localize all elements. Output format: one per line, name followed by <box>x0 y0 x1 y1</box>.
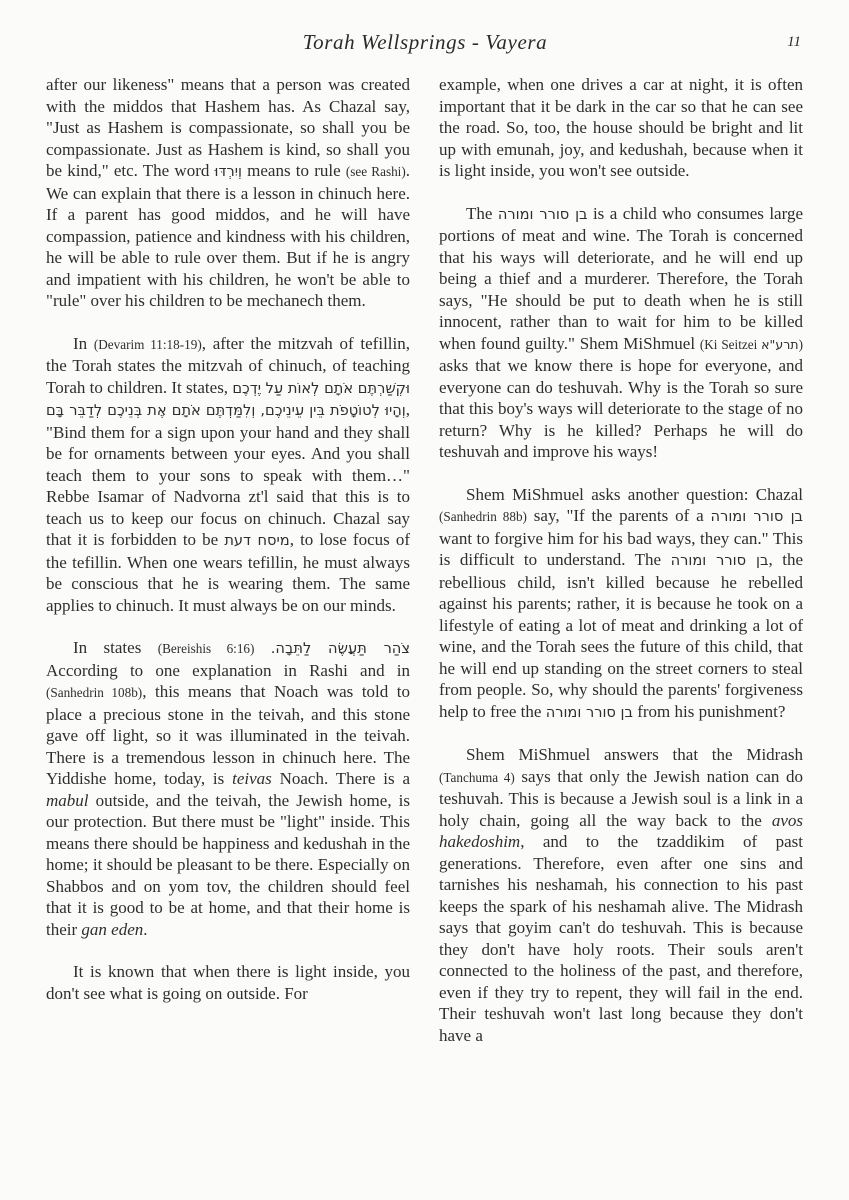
citation: (Ki Seitzei <box>699 336 762 352</box>
paragraph <box>439 484 803 724</box>
text-run: Shem MiShmuel asks another question: Chazal <box>466 484 803 504</box>
paragraph <box>439 744 803 1046</box>
text-run: Noach. There is a <box>271 769 410 788</box>
text-run: , "Bind them for a sign upon your hand and they shall be for ornaments between your eyes. And you shall teach them to your sons to speak with them…" Rebbe Isamar of Nadvorna zt'l said that this is to teach us to keep our focus on chinuch. Chazal say that it is forbidden to be <box>46 400 410 549</box>
hebrew-text: צֹהַר תַּעֲשֶׂה לַתֵּבָה. <box>270 640 410 657</box>
page-number: 11 <box>787 34 801 50</box>
paragraph <box>46 74 410 312</box>
text-run: outside, and the teivah, the Jewish home, is our protection. But there must be "light" inside. This means there should be happiness and kedushah in the home; it should be pleasant to be there. Especially on Shabbos and on yom tov, the children should feel that it is good to be at home, and that their home is their <box>46 790 410 939</box>
text-run: , to lose focus of the tefillin. When one wears tefillin, he must always be conscious that he is wearing them. The same applies to chinuch. It must always be on our minds. <box>46 530 411 615</box>
paragraph <box>46 333 410 617</box>
hebrew-text: בן סורר ומורה <box>497 205 588 223</box>
text-run: In <box>73 333 94 353</box>
italic-term: avos hakedoshim <box>439 810 803 851</box>
text-run: after our likeness" means that a person was created with the middos that Hashem has. As Chazal say, "Just as Hashem is compassionate, so shall you be compassionate. Just as Hashem is kind, so shall you be kind," etc. The word <box>46 75 410 180</box>
citation: (Devarim 11:18-19) <box>93 336 202 352</box>
italic-term: mabul <box>46 790 89 810</box>
text-run: , and to the tzaddikim of past generations. Therefore, even after one sins and tarnishes his neshamah, his connection to his past keeps the spark of his neshamah alive. The Midrash says that goyim can't do teshuvah. This is because they don't have holy roots. Their souls aren't connected to the holiness of the past, and therefore, even if they try to repent, they will fail in the end. Their teshuvah won't last long because they don't have a <box>439 832 803 1045</box>
hebrew-text: בן סורר ומורה <box>710 508 803 525</box>
text-run: According to one explanation in Rashi and in <box>46 660 410 680</box>
text-run: Shem MiShmuel answers that the Midrash <box>466 745 803 764</box>
hebrew-text: מיסח דעת <box>224 532 290 549</box>
text-run: It is known that when there is light inside, you don't see what is going on outside. For <box>46 962 410 1003</box>
citation: (Sanhedrin 108b) <box>46 685 143 700</box>
citation: (see Rashi) <box>345 164 406 179</box>
text-run: means to rule <box>241 161 346 180</box>
page-title: Torah Wellsprings - Vayera <box>302 30 548 54</box>
text-run: example, when one drives a car at night, it is often important that it be dark in the car so that he can see the road. So, too, the house should be bright and lit up with emunah, joy, and kedushah, because when it is light inside, you won't see outside. <box>439 75 803 180</box>
text-run: from his punishment? <box>632 701 786 721</box>
paragraph <box>439 74 803 182</box>
text-run: , the rebellious child, isn't killed because he rebelled against his parents; rather, it is because he took on a lifestyle of eating a lot of meat and drinking a lot of wine, and the Torah sees the future of this child, that he will end up standing on the street corners to steal from people. So, why should the parents' forgiveness help to free the <box>439 550 803 721</box>
hebrew-text: בן סורר ומורה <box>545 703 633 721</box>
text-run: , after the mitzvah of tefillin, the Torah states the mitzvah of chinuch, of teaching Torah to children. It states, <box>46 333 410 397</box>
text-run: says that only the Jewish nation can do teshuvah. This is because a Jewish soul is a link in a holy chain, going all the way back to the <box>439 766 803 830</box>
hebrew-text: וּקְשַׁרְתֶּם אֹתָם לְאוֹת עַל יֶדְכֶם וְהָיוּ לְטוֹטָפֹת בֵּין עֵינֵיכֶם, וְלִמַּדְתֶּם אֹתָם אֶת בְּנֵיכֶם לְדַבֵּר בָּם <box>46 379 410 419</box>
citation: (Bereishis 6:16) <box>157 641 255 656</box>
text-run: In states <box>73 638 158 657</box>
italic-term: teivas <box>232 769 272 788</box>
text-run: The <box>466 203 498 223</box>
text-run: is a child who consumes large portions of meat and wine. The Torah is concerned that his ways will deteriorate, and he will end up being a thief and a murderer. Therefore, the Torah says, "He should be put to death when he is still innocent, rather than to wait for him to be killed when found guilty." Shem MiShmuel <box>439 203 803 353</box>
text-run: say, "If the parents of a <box>526 506 711 525</box>
left-column <box>46 74 410 1067</box>
paragraph <box>46 637 410 940</box>
text-run: . We can explain that there is a lesson in chinuch here. If a parent has good middos, and he will have compassion, patience and kindness with his children, he will be able to rule over them. But if he is angry and impatient with his children, he won't be able to "rule" over his children to be mechanech them. <box>46 161 410 310</box>
text-run: asks that we know there is hope for everyone, and everyone can do teshuvah. Why is the Torah so sure that this boy's ways will deteriorate to the stage of no return? Why is he killed? Perhaps he will do teshuvah and improve his ways! <box>439 356 803 461</box>
italic-term: gan eden <box>81 919 144 939</box>
hebrew-text: בן סורר ומורה <box>670 552 769 569</box>
citation: (Sanhedrin 88b) <box>439 509 527 524</box>
hebrew-text: תרע"א <box>761 336 799 352</box>
text-run <box>254 638 270 657</box>
paragraph <box>46 961 410 1004</box>
page-header <box>46 30 804 60</box>
text-columns <box>46 74 804 1067</box>
text-run: , this means that Noach was told to place a precious stone in the teivah, and this stone gave off light, so it was illuminated in the teivah. There is a tremendous lesson in chinuch here. The Yiddishe home, today, is <box>46 682 410 788</box>
right-column <box>439 74 803 1067</box>
text-run: . <box>143 919 148 939</box>
citation: ) <box>798 336 803 352</box>
paragraph <box>439 203 803 463</box>
citation: (Tanchuma 4) <box>439 769 515 785</box>
text-run: want to forgive him for his bad ways, they can." This is difficult to understand. The <box>439 528 803 569</box>
hebrew-text: וְיִרְדּוּ <box>214 163 242 180</box>
